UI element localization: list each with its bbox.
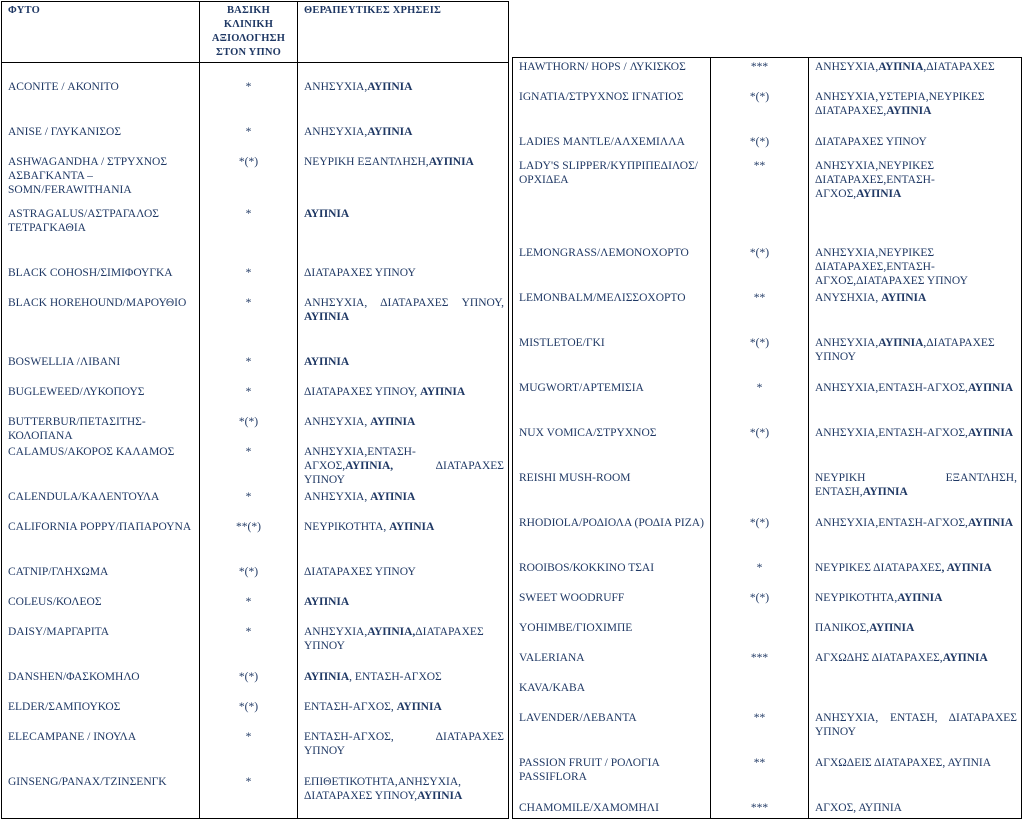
use-term: ΕΠΙΘΕΤΙΚΟΤΗΤΑ,ΑΝΗΣΥΧΙΑ, ΔΙΑΤΑΡΑΧΕΣ ΥΠΝΟΥ, [304,776,462,802]
table-row [2,413,509,443]
use-term: ,ΔΙΑΤΑΡΑΧΕΣ [923,61,995,73]
table-row [2,488,509,518]
therapeutic-uses [298,123,509,153]
table-row [513,469,1022,514]
rating-stars [711,679,809,709]
use-term-bold: ΑΥΠΝΙΑ [869,622,915,634]
table-row [513,514,1022,559]
table-row [513,799,1022,819]
use-term-bold: ΑΥΠΝΙΑ [304,356,350,368]
use-term: ΔΙΑΤΑΡΑΧΕΣ ΥΠΝΟΥ [304,626,484,652]
plant-name: PASSION FRUIT / ΡΟΛΟΓΙΑ PASSIFLORA [513,754,711,799]
plant-name: DANSHEN/ΦΑΣΚΟΜΗΛΟ [2,668,200,698]
use-term-bold: ΑΥΠΝΙΑ [428,156,474,168]
use-term: ,ΔΙΑΤΑΡΑΧΕΣ ΥΠΝΟΥ [815,337,995,363]
table-row [2,728,509,773]
use-term: ΕΝΤΑΣΗ-ΑΓΧΟΣ, ΔΙΑΤΑΡΑΧΕΣ ΥΠΝΟΥ [304,731,504,757]
rating-stars: * [200,593,298,623]
use-term: ΑΝΗΣΥΧΙΑ, [304,81,368,93]
use-term: , ΕΝΤΑΣΗ-ΑΓΧΟΣ [349,671,442,683]
header-uses: ΘΕΡΑΠΕΥΤΙΚΕΣ ΧΡΗΣΕΙΣ [298,2,509,63]
table-row [513,88,1022,133]
use-term-bold: ΑΥΠΝΙΑ [878,61,924,73]
plant-name: ELDER/ΣΑΜΠΟΥΚΟΣ [2,698,200,728]
therapeutic-uses [298,353,509,383]
therapeutic-uses [809,379,1022,424]
rating-stars: *** [711,649,809,679]
use-term-bold: ΑΥΠΝΙΑ [389,521,435,533]
plant-name: LAVENDER/ΛΕΒΑΝΤΑ [513,709,711,754]
use-term: ΔΙΑΤΑΡΑΧΕΣ ΥΠΝΟΥ, [304,386,421,398]
use-term-bold: ΑΥΠΝΙΑ [417,790,463,802]
use-term-bold: , ΑΥΠΝΙΑ [941,562,992,574]
rating-stars: *(*) [711,88,809,133]
use-term: ΝΕΥΡΙΚΗ ΕΞΑΝΤΛΗΣΗ, [304,156,429,168]
use-term: ΑΝΗΣΥΧΙΑ, [815,337,879,349]
table-row [2,563,509,593]
use-term-bold: ΑΥΠΝΙΑ [304,311,350,323]
therapeutic-uses [809,289,1022,334]
therapeutic-uses [298,488,509,518]
plant-name: IGNATIA/ΣΤΡΥΧΝΟΣ ΙΓΝΑΤΙΟΣ [513,88,711,133]
table-row [2,63,509,124]
table-row [2,623,509,668]
plant-name: ROOIBOS/ΚΟΚΚΙΝΟ ΤΣΑΙ [513,559,711,589]
rating-stars: ** [711,709,809,754]
use-term-bold: ΑΥΠΝΙΑ [304,596,350,608]
use-term: ΑΓΧΟΣ, ΑΥΠΝΙΑ [815,802,902,814]
plant-name: RHODIOLA/ΡΟΔΙΟΛΑ (ΡΟΔΙΑ ΡΙΖΑ) [513,514,711,559]
rating-stars: *(*) [200,413,298,443]
therapeutic-uses [298,518,509,563]
use-term: ΑΝΗΣΥΧΙΑ,ΝΕΥΡΙΚΕΣ ΔΙΑΤΑΡΑΧΕΣ,ΕΝΤΑΣΗ-ΑΓΧΟΣ, [815,160,935,200]
table-row [513,244,1022,289]
rating-stars: ** [711,754,809,799]
therapeutic-uses [809,244,1022,289]
use-term: ΑΝΗΣΥΧΙΑ, [815,61,879,73]
table-row [513,289,1022,334]
table-row [513,589,1022,619]
rating-stars: * [200,123,298,153]
use-term: ΑΝΥΣΗΧΙΑ, [815,292,882,304]
rating-stars: * [200,264,298,294]
therapeutic-uses [809,619,1022,649]
use-term: ΑΝΗΣΥΧΙΑ,ΕΝΤΑΣΗ-ΑΓΧΟΣ, [304,446,416,472]
use-term: ΑΝΗΣΥΧΙΑ, [304,126,368,138]
use-term-bold: ΑΥΠΝΙΑ [967,382,1014,394]
therapeutic-uses [298,593,509,623]
rating-stars: * [711,379,809,424]
plant-name: ACONITE / ΑΚΟΝΙΤΟ [2,63,200,124]
table-row [513,334,1022,379]
rating-stars: * [200,623,298,668]
rating-stars: *(*) [711,334,809,379]
rating-stars: *** [711,58,809,89]
table-row [2,518,509,563]
plant-name: BLACK COHOSH/ΣΙΜΙΦΟΥΓΚΑ [2,264,200,294]
therapeutic-uses [809,679,1022,709]
therapeutic-uses [809,514,1022,559]
use-term: ΕΝΤΑΣΗ-ΑΓΧΟΣ, [304,701,397,713]
plant-name: CALIFORNIA POPPY/ΠΑΠΑΡΟΥΝΑ [2,518,200,563]
rating-stars: *(*) [200,563,298,593]
table-row [2,773,509,819]
therapeutic-uses [809,88,1022,133]
herbs-table-left [1,1,509,819]
right-table-body [513,58,1022,819]
rating-stars: ** [711,157,809,244]
table-row [2,153,509,205]
table-row [2,383,509,413]
rating-stars: *(*) [200,698,298,728]
use-term-bold: ΑΥΠΝΙΑ [881,292,927,304]
therapeutic-uses [298,413,509,443]
plant-name: ASTRAGALUS/ΑΣΤΡΑΓΑΛΟΣ ΤΕΤΡΑΓΚΑΘΙΑ [2,205,200,264]
rating-stars: * [200,728,298,773]
therapeutic-uses [809,334,1022,379]
therapeutic-uses [809,469,1022,514]
rating-stars: *(*) [711,514,809,559]
table-row [513,559,1022,589]
plant-name: VALERIANA [513,649,711,679]
table-row [2,443,509,488]
use-term: ΑΝΗΣΥΧΙΑ, ΔΙΑΤΑΡΑΧΕΣ ΥΠΝΟΥ, [304,297,504,309]
table-row [2,593,509,623]
rating-stars: *(*) [200,668,298,698]
table-row [2,123,509,153]
plant-name: LADIES MANTLE/ΑΛΧΕΜΙΛΛΑ [513,133,711,157]
therapeutic-uses [809,589,1022,619]
therapeutic-uses [298,698,509,728]
use-term-bold: ΑΥΠΝΙΑ, [345,460,394,472]
use-term-bold: ΑΥΠΝΙΑ [304,208,350,220]
table-row [513,133,1022,157]
table-row [513,157,1022,244]
use-term-bold: ΑΥΠΝΙΑ [420,386,466,398]
use-term-bold: ΑΥΠΝΙΑ [856,188,902,200]
use-term-bold: ΑΥΠΝΙΑ, [367,626,416,638]
plant-name: HAWTHORN/ HOPS / ΛΥΚΙΣΚΟΣ [513,58,711,89]
therapeutic-uses [809,799,1022,819]
rating-stars: * [200,63,298,124]
plant-name: COLEUS/ΚΟΛΕΟΣ [2,593,200,623]
table-row [2,294,509,353]
use-term-bold: ΑΥΠΝΙΑ [367,126,413,138]
therapeutic-uses [298,668,509,698]
header-plant: ΦΥΤΟ [2,2,200,63]
use-term-bold: ΑΥΠΝΙΑ [942,652,988,664]
plant-name: ELECAMPANE / ΙΝΟΥΛΑ [2,728,200,773]
use-term-bold: ΑΥΠΝΙΑ [862,486,908,498]
therapeutic-uses [298,153,509,205]
table-row [513,649,1022,679]
rating-stars: *(*) [711,133,809,157]
plant-name: ANISE / ΓΛΥΚΑΝΙΣΟΣ [2,123,200,153]
rating-stars: *(*) [711,589,809,619]
rating-stars: * [711,559,809,589]
rating-stars [711,469,809,514]
header-rating: ΒΑΣΙΚΗ ΚΛΙΝΙΚΗ ΑΞΙΟΛΟΓΗΣΗ ΣΤΟΝ ΥΠΝΟ [200,2,298,63]
therapeutic-uses [298,63,509,124]
plant-name: LEMONBALM/ΜΕΛΙΣΣΟΧΟΡΤΟ [513,289,711,334]
plant-name: CALENDULA/ΚΑΛΕΝΤΟΥΛΑ [2,488,200,518]
use-term: ΑΝΗΣΥΧΙΑ, ΕΝΤΑΣΗ, ΔΙΑΤΑΡΑΧΕΣ ΥΠΝΟΥ [815,712,1017,738]
therapeutic-uses [809,424,1022,469]
rating-stars: *(*) [711,424,809,469]
plant-name: BLACK HOREHOUND/ΜΑΡΟΥΘΙΟ [2,294,200,353]
table-row [513,709,1022,754]
therapeutic-uses [298,623,509,668]
plant-name: ASHWAGANDHA / ΣΤΡΥΧΝΟΣ ΑΣΒΑΓΚΑΝΤΑ – SOMN/FERAWITHANIA [2,153,200,205]
therapeutic-uses [809,559,1022,589]
table-row [2,668,509,698]
herbs-table-right [512,57,1022,819]
rating-stars: * [200,488,298,518]
plant-name: BOSWELLIA /ΛΙΒΑΝΙ [2,353,200,383]
use-term: ΑΝΗΣΥΧΙΑ,ΕΝΤΑΣΗ-ΑΓΧΟΣ, [815,427,968,439]
rating-stars: *(*) [711,244,809,289]
use-term: ΑΓΧΩΔΗΣ ΔΙΑΤΑΡΑΧΕΣ, [815,652,943,664]
rating-stars: * [200,294,298,353]
use-term: ΝΕΥΡΙΚΗ ΕΞΑΝΤΛΗΣΗ, ΕΝΤΑΣΗ, [815,472,1017,498]
table-row [2,264,509,294]
table-row [513,424,1022,469]
table-row [513,58,1022,89]
use-term-bold: ΑΥΠΝΙΑ [304,671,350,683]
plant-name: CHAMOMILE/ΧΑΜΟΜΗΛΙ [513,799,711,819]
rating-stars: **(*) [200,518,298,563]
use-term: ΑΝΗΣΥΧΙΑ, [304,626,368,638]
use-term: ΑΝΗΣΥΧΙΑ, [304,491,371,503]
use-term: ΑΝΗΣΥΧΙΑ,ΕΝΤΑΣΗ-ΑΓΧΟΣ, [815,517,968,529]
plant-name: YOHIMBE/ΓΙΟΧΙΜΠΕ [513,619,711,649]
plant-name: REISHI MUSH-ROOM [513,469,711,514]
plant-name: LEMONGRASS/ΛΕΜΟΝΟΧΟΡΤΟ [513,244,711,289]
table-row [513,679,1022,709]
use-term: ΔΙΑΤΑΡΑΧΕΣ ΥΠΝΟΥ [304,566,416,578]
use-term-bold: ΑΥΠΝΙΑ [897,592,943,604]
table-row [2,698,509,728]
therapeutic-uses [809,649,1022,679]
plant-name: CATNIP/ΓΛΗΧΩΜΑ [2,563,200,593]
use-term: ΑΝΗΣΥΧΙΑ,ΕΝΤΑΣΗ-ΑΓΧΟΣ, [815,382,968,394]
use-term-bold: ΑΥΠΝΙΑ [967,427,1014,439]
therapeutic-uses [809,157,1022,244]
therapeutic-uses [298,383,509,413]
use-term: ΝΕΥΡΙΚΕΣ ΔΙΑΤΑΡΑΧΕΣ [815,562,942,574]
use-term: ΔΙΑΤΑΡΑΧΕΣ ΥΠΝΟΥ [304,267,416,279]
table-row [2,353,509,383]
rating-stars: * [200,205,298,264]
rating-stars: * [200,443,298,488]
table-row [513,754,1022,799]
use-term: ΑΓΧΩΔΕΙΣ ΔΙΑΤΑΡΑΧΕΣ, ΑΥΠΝΙΑ [815,757,992,769]
plant-name: MISTLETOE/ΓΚΙ [513,334,711,379]
therapeutic-uses [809,58,1022,89]
therapeutic-uses [298,294,509,353]
therapeutic-uses [298,728,509,773]
plant-name: NUX VOMICA/ΣΤΡΥΧΝΟΣ [513,424,711,469]
use-term-bold: ΑΥΠΝΙΑ [886,105,932,117]
use-term: ΑΝΗΣΥΧΙΑ, [304,416,371,428]
rating-stars: * [200,383,298,413]
use-term: ΝΕΥΡΙΚΟΤΗΤΑ, [304,521,390,533]
therapeutic-uses [298,563,509,593]
therapeutic-uses [298,264,509,294]
use-term-bold: ΑΥΠΝΙΑ [878,337,924,349]
use-term: ΑΝΗΣΥΧΙΑ,ΝΕΥΡΙΚΕΣ ΔΙΑΤΑΡΑΧΕΣ,ΕΝΤΑΣΗ-ΑΓΧΟΣ,ΔΙΑΤΑΡΑΧΕΣ ΥΠΝΟΥ [815,247,968,287]
use-term: ΠΑΝΙΚΟΣ, [815,622,870,634]
use-term: ΔΙΑΤΑΡΑΧΕΣ ΥΠΝΟΥ [815,136,927,148]
therapeutic-uses [809,754,1022,799]
plant-name: GINSENG/PANAX/ΤΖΙΝΣΕΝΓΚ [2,773,200,819]
plant-name: BUGLEWEED/ΛΥΚΟΠΟΥΣ [2,383,200,413]
table-row [513,619,1022,649]
therapeutic-uses [298,443,509,488]
therapeutic-uses [809,709,1022,754]
use-term-bold: ΑΥΠΝΙΑ [370,491,416,503]
left-table-body [2,63,509,819]
use-term-bold: ΑΥΠΝΙΑ [367,81,413,93]
rating-stars: * [200,353,298,383]
use-term-bold: ΑΥΠΝΙΑ [967,517,1014,529]
use-term: ΔΙΑΤΑΡΑΧΕΣ ΥΠΝΟΥ [304,460,504,486]
use-term: ΝΕΥΡΙΚΟΤΗΤΑ, [815,592,898,604]
plant-name: SWEET WOODRUFF [513,589,711,619]
table-row [513,379,1022,424]
rating-stars [711,619,809,649]
plant-name: KAVA/KABA [513,679,711,709]
plant-name: DAISY/ΜΑΡΓΑΡΙΤΑ [2,623,200,668]
use-term: ΑΝΗΣΥΧΙΑ,ΥΣΤΕΡΙΑ,ΝΕΥΡΙΚΕΣ ΔΙΑΤΑΡΑΧΕΣ, [815,91,985,117]
rating-stars: * [200,773,298,819]
rating-stars: *** [711,799,809,819]
use-term-bold: ΑΥΠΝΙΑ [370,416,416,428]
table-row [2,205,509,264]
rating-stars: ** [711,289,809,334]
use-term-bold: ΑΥΠΝΙΑ [396,701,442,713]
therapeutic-uses [298,205,509,264]
plant-name: CALAMUS/ΑΚΟΡΟΣ ΚΑΛΑΜΟΣ [2,443,200,488]
therapeutic-uses [298,773,509,819]
plant-name: MUGWORT/ΑΡΤΕΜΙΣΙΑ [513,379,711,424]
plant-name: LADY'S SLIPPER/ΚΥΠΡΙΠΕΔΙΛΟΣ/ ΟΡΧΙΔΕΑ [513,157,711,244]
rating-stars: *(*) [200,153,298,205]
therapeutic-uses [809,133,1022,157]
plant-name: BUTTERBUR/ΠΕΤΑΣΙΤΗΣ-ΚΟΛΟΠΑΝΑ [2,413,200,443]
